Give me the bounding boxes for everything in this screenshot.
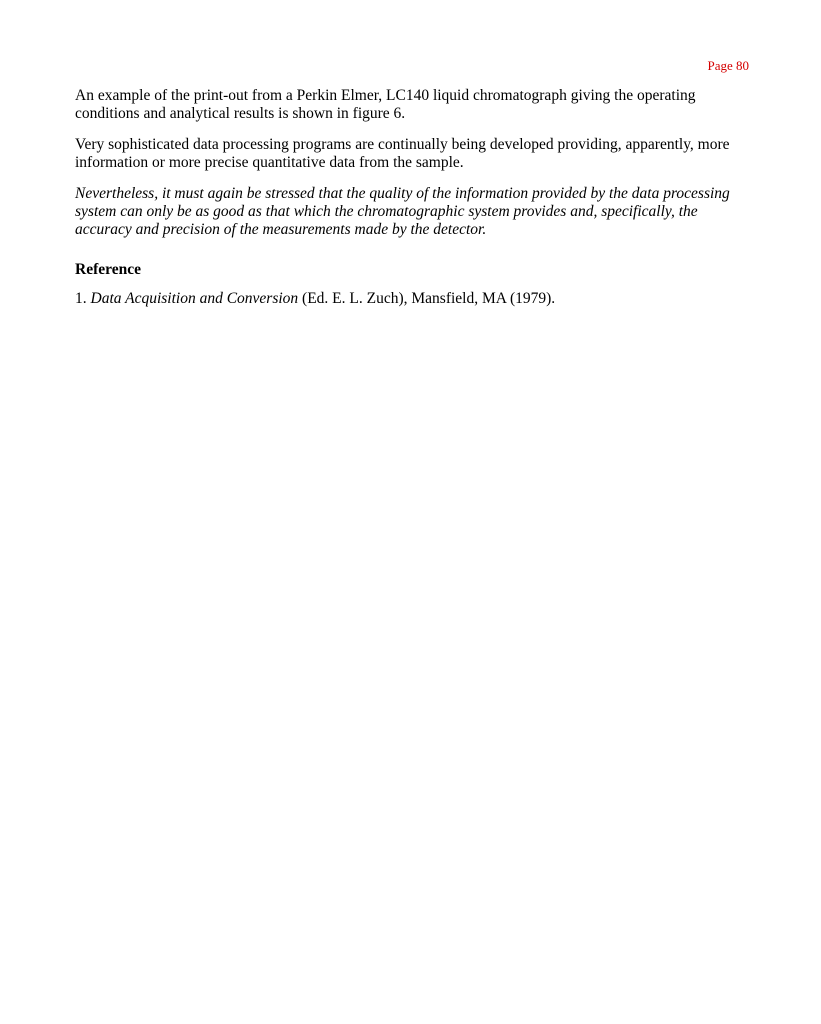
reference-heading: Reference xyxy=(75,261,141,278)
paragraph-emphasis-note: Nevertheless, it must again be stressed that the quality of the information provided by the data processing system can only be as good as that which the chromatographic system provides and, specifically, the accuracy and precision of the measurements made by the detector. xyxy=(75,185,730,238)
page-number: Page 80 xyxy=(707,58,749,73)
paragraph-data-processing: Very sophisticated data processing programs are continually being developed providing, apparently, more information or more precise quantitative data from the sample. xyxy=(75,136,730,171)
reference-number: 1. xyxy=(75,290,87,307)
paragraph-print-out-example: An example of the print-out from a Perkin Elmer, LC140 liquid chromatograph giving the operating conditions and analytical results is shown in figure 6. xyxy=(75,87,696,122)
reference-details: (Ed. E. L. Zuch), Mansfield, MA (1979). xyxy=(302,290,556,307)
reference-title: Data Acquisition and Conversion xyxy=(90,290,299,307)
reference-item xyxy=(75,290,747,308)
page-content xyxy=(75,87,747,321)
